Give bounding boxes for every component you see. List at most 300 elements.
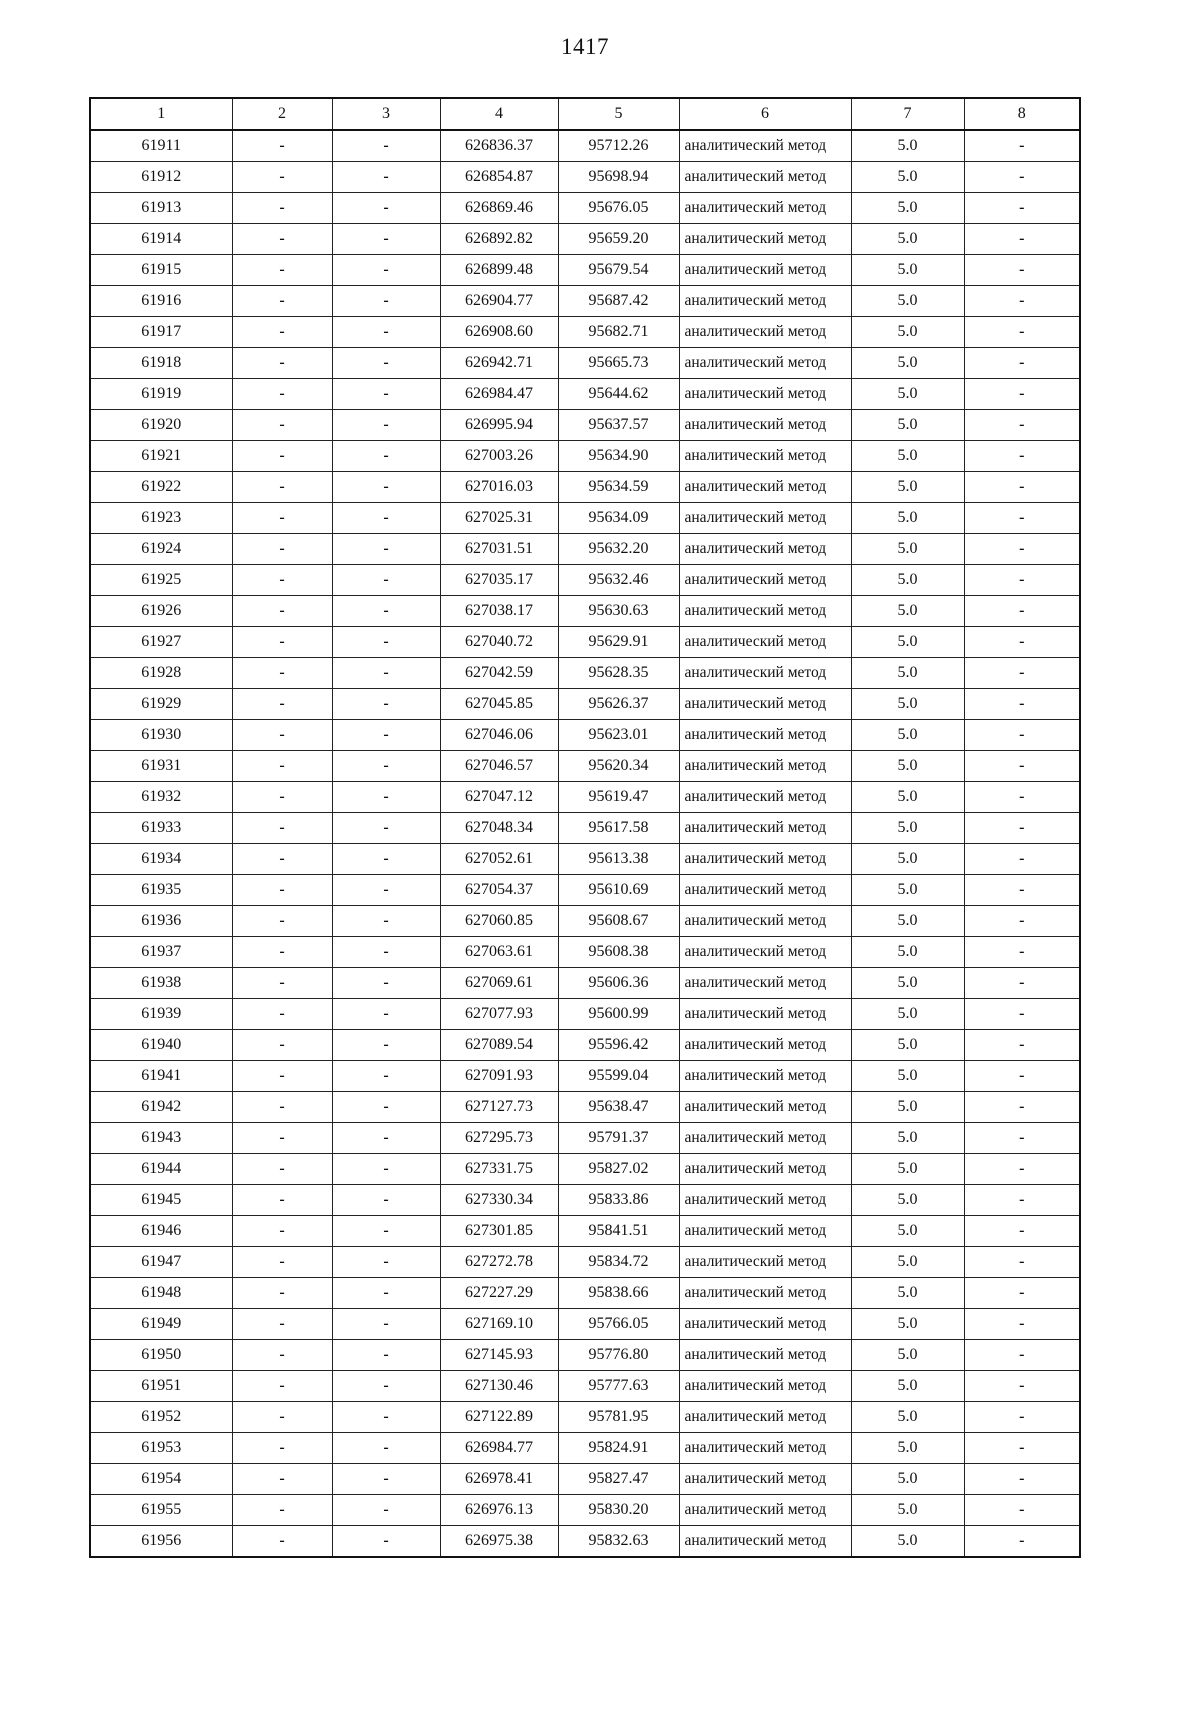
table-cell-col-3: - — [332, 627, 440, 658]
table-cell-col-method: аналитический метод — [679, 1278, 851, 1309]
table-cell-col-accuracy: 5.0 — [851, 472, 964, 503]
table-row — [90, 503, 1080, 534]
table-row — [90, 286, 1080, 317]
table-cell-col-x: 626899.48 — [440, 255, 558, 286]
table-cell-col-x: 627145.93 — [440, 1340, 558, 1371]
table-cell-col-y: 95617.58 — [558, 813, 679, 844]
table-cell-col-number: 61912 — [90, 162, 232, 193]
table-row — [90, 162, 1080, 193]
table-cell-col-2: - — [232, 534, 332, 565]
table-cell-col-3: - — [332, 255, 440, 286]
table-cell-col-number: 61934 — [90, 844, 232, 875]
table-cell-col-3: - — [332, 1340, 440, 1371]
table-cell-col-3: - — [332, 1216, 440, 1247]
table-row — [90, 1061, 1080, 1092]
table-cell-col-8: - — [964, 162, 1080, 193]
table-cell-col-8: - — [964, 813, 1080, 844]
table-cell-col-number: 61928 — [90, 658, 232, 689]
table-cell-col-accuracy: 5.0 — [851, 1092, 964, 1123]
column-header-2: 2 — [232, 98, 332, 130]
table-cell-col-8: - — [964, 1154, 1080, 1185]
table-cell-col-accuracy: 5.0 — [851, 1247, 964, 1278]
table-header — [90, 98, 1080, 130]
table-cell-col-x: 627047.12 — [440, 782, 558, 813]
table-cell-col-8: - — [964, 503, 1080, 534]
table-cell-col-y: 95659.20 — [558, 224, 679, 255]
table-row — [90, 658, 1080, 689]
table-row — [90, 1185, 1080, 1216]
table-cell-col-2: - — [232, 286, 332, 317]
table-cell-col-3: - — [332, 1154, 440, 1185]
column-header-1: 1 — [90, 98, 232, 130]
table-cell-col-3: - — [332, 534, 440, 565]
table-cell-col-method: аналитический метод — [679, 503, 851, 534]
table-cell-col-y: 95606.36 — [558, 968, 679, 999]
table-cell-col-y: 95824.91 — [558, 1433, 679, 1464]
table-cell-col-accuracy: 5.0 — [851, 906, 964, 937]
table-cell-col-number: 61931 — [90, 751, 232, 782]
table-cell-col-number: 61952 — [90, 1402, 232, 1433]
table-cell-col-number: 61951 — [90, 1371, 232, 1402]
table-row — [90, 1216, 1080, 1247]
table-cell-col-3: - — [332, 1123, 440, 1154]
table-cell-col-8: - — [964, 1402, 1080, 1433]
table-cell-col-number: 61929 — [90, 689, 232, 720]
table-cell-col-method: аналитический метод — [679, 348, 851, 379]
table-cell-col-x: 627330.34 — [440, 1185, 558, 1216]
table-cell-col-8: - — [964, 565, 1080, 596]
table-cell-col-3: - — [332, 224, 440, 255]
table-cell-col-2: - — [232, 410, 332, 441]
table-cell-col-x: 627272.78 — [440, 1247, 558, 1278]
table-cell-col-2: - — [232, 1402, 332, 1433]
table-cell-col-8: - — [964, 1030, 1080, 1061]
table-cell-col-number: 61956 — [90, 1526, 232, 1558]
column-header-7: 7 — [851, 98, 964, 130]
table-cell-col-x: 627054.37 — [440, 875, 558, 906]
table-cell-col-2: - — [232, 441, 332, 472]
table-cell-col-8: - — [964, 255, 1080, 286]
table-cell-col-3: - — [332, 379, 440, 410]
table-cell-col-number: 61947 — [90, 1247, 232, 1278]
table-cell-col-3: - — [332, 1433, 440, 1464]
table-cell-col-method: аналитический метод — [679, 472, 851, 503]
table-cell-col-method: аналитический метод — [679, 1030, 851, 1061]
table-row — [90, 1278, 1080, 1309]
table-cell-col-method: аналитический метод — [679, 130, 851, 162]
table-cell-col-y: 95637.57 — [558, 410, 679, 441]
table-cell-col-8: - — [964, 317, 1080, 348]
table-cell-col-number: 61955 — [90, 1495, 232, 1526]
table-cell-col-8: - — [964, 968, 1080, 999]
column-header-5: 5 — [558, 98, 679, 130]
table-cell-col-accuracy: 5.0 — [851, 689, 964, 720]
table-cell-col-8: - — [964, 348, 1080, 379]
table-cell-col-method: аналитический метод — [679, 255, 851, 286]
table-cell-col-3: - — [332, 1371, 440, 1402]
table-cell-col-number: 61939 — [90, 999, 232, 1030]
table-cell-col-y: 95599.04 — [558, 1061, 679, 1092]
table-cell-col-x: 627003.26 — [440, 441, 558, 472]
table-cell-col-number: 61948 — [90, 1278, 232, 1309]
table-cell-col-number: 61915 — [90, 255, 232, 286]
table-cell-col-2: - — [232, 968, 332, 999]
table-cell-col-3: - — [332, 1495, 440, 1526]
table-cell-col-8: - — [964, 286, 1080, 317]
table-cell-col-2: - — [232, 1526, 332, 1558]
table-cell-col-number: 61911 — [90, 130, 232, 162]
table-cell-col-x: 627031.51 — [440, 534, 558, 565]
table-cell-col-y: 95712.26 — [558, 130, 679, 162]
table-cell-col-2: - — [232, 813, 332, 844]
table-cell-col-number: 61919 — [90, 379, 232, 410]
table-row — [90, 782, 1080, 813]
table-row — [90, 193, 1080, 224]
table-row — [90, 348, 1080, 379]
table-cell-col-8: - — [964, 1526, 1080, 1558]
table-cell-col-method: аналитический метод — [679, 534, 851, 565]
table-row — [90, 999, 1080, 1030]
table-row — [90, 1247, 1080, 1278]
table-cell-col-8: - — [964, 596, 1080, 627]
table-cell-col-accuracy: 5.0 — [851, 410, 964, 441]
table-cell-col-x: 627169.10 — [440, 1309, 558, 1340]
table-cell-col-x: 627130.46 — [440, 1371, 558, 1402]
table-cell-col-x: 627040.72 — [440, 627, 558, 658]
table-cell-col-8: - — [964, 1061, 1080, 1092]
table-cell-col-x: 627038.17 — [440, 596, 558, 627]
table-cell-col-8: - — [964, 844, 1080, 875]
table-cell-col-3: - — [332, 472, 440, 503]
table-cell-col-y: 95841.51 — [558, 1216, 679, 1247]
table-cell-col-number: 61936 — [90, 906, 232, 937]
table-cell-col-8: - — [964, 1309, 1080, 1340]
table-cell-col-x: 627025.31 — [440, 503, 558, 534]
table-cell-col-3: - — [332, 596, 440, 627]
table-cell-col-method: аналитический метод — [679, 999, 851, 1030]
coordinates-table — [89, 97, 1081, 1558]
table-cell-col-x: 627042.59 — [440, 658, 558, 689]
table-row — [90, 906, 1080, 937]
table-cell-col-y: 95679.54 — [558, 255, 679, 286]
table-cell-col-y: 95644.62 — [558, 379, 679, 410]
table-cell-col-method: аналитический метод — [679, 162, 851, 193]
table-cell-col-3: - — [332, 1464, 440, 1495]
column-header-6: 6 — [679, 98, 851, 130]
table-cell-col-x: 627063.61 — [440, 937, 558, 968]
table-cell-col-number: 61938 — [90, 968, 232, 999]
table-cell-col-3: - — [332, 937, 440, 968]
table-cell-col-8: - — [964, 1340, 1080, 1371]
table-cell-col-method: аналитический метод — [679, 1185, 851, 1216]
table-cell-col-x: 627046.06 — [440, 720, 558, 751]
table-cell-col-y: 95630.63 — [558, 596, 679, 627]
table-cell-col-3: - — [332, 441, 440, 472]
table-cell-col-y: 95827.02 — [558, 1154, 679, 1185]
table-cell-col-accuracy: 5.0 — [851, 1123, 964, 1154]
table-cell-col-8: - — [964, 1185, 1080, 1216]
table-cell-col-method: аналитический метод — [679, 1402, 851, 1433]
table-cell-col-2: - — [232, 1030, 332, 1061]
table-cell-col-3: - — [332, 1247, 440, 1278]
table-cell-col-8: - — [964, 906, 1080, 937]
table-cell-col-x: 627035.17 — [440, 565, 558, 596]
table-cell-col-2: - — [232, 1371, 332, 1402]
table-cell-col-method: аналитический метод — [679, 379, 851, 410]
table-cell-col-8: - — [964, 1216, 1080, 1247]
table-cell-col-2: - — [232, 1092, 332, 1123]
table-cell-col-8: - — [964, 658, 1080, 689]
table-cell-col-y: 95830.20 — [558, 1495, 679, 1526]
table-cell-col-y: 95676.05 — [558, 193, 679, 224]
table-row — [90, 410, 1080, 441]
table-cell-col-x: 626984.47 — [440, 379, 558, 410]
table-row — [90, 875, 1080, 906]
table-cell-col-accuracy: 5.0 — [851, 1464, 964, 1495]
table-cell-col-number: 61926 — [90, 596, 232, 627]
table-cell-col-y: 95833.86 — [558, 1185, 679, 1216]
page-number: 1417 — [561, 34, 609, 59]
table-cell-col-2: - — [232, 844, 332, 875]
table-cell-col-x: 627127.73 — [440, 1092, 558, 1123]
table-cell-col-2: - — [232, 162, 332, 193]
table-row — [90, 596, 1080, 627]
table-cell-col-method: аналитический метод — [679, 1495, 851, 1526]
table-cell-col-number: 61927 — [90, 627, 232, 658]
table-row — [90, 1433, 1080, 1464]
table-cell-col-2: - — [232, 1340, 332, 1371]
table-cell-col-method: аналитический метод — [679, 782, 851, 813]
table-row — [90, 534, 1080, 565]
table-cell-col-y: 95687.42 — [558, 286, 679, 317]
table-cell-col-accuracy: 5.0 — [851, 813, 964, 844]
table-cell-col-accuracy: 5.0 — [851, 751, 964, 782]
table-cell-col-3: - — [332, 286, 440, 317]
table-cell-col-3: - — [332, 1092, 440, 1123]
table-cell-col-method: аналитический метод — [679, 906, 851, 937]
table-cell-col-x: 626978.41 — [440, 1464, 558, 1495]
table-cell-col-8: - — [964, 1123, 1080, 1154]
table-cell-col-number: 61925 — [90, 565, 232, 596]
table-cell-col-y: 95791.37 — [558, 1123, 679, 1154]
table-body — [90, 130, 1080, 1557]
table-cell-col-y: 95619.47 — [558, 782, 679, 813]
table-cell-col-3: - — [332, 1278, 440, 1309]
table-row — [90, 1526, 1080, 1558]
table-cell-col-accuracy: 5.0 — [851, 1433, 964, 1464]
table-cell-col-x: 626892.82 — [440, 224, 558, 255]
table-cell-col-3: - — [332, 162, 440, 193]
column-header-8: 8 — [964, 98, 1080, 130]
table-cell-col-y: 95665.73 — [558, 348, 679, 379]
table-cell-col-accuracy: 5.0 — [851, 441, 964, 472]
table-cell-col-y: 95834.72 — [558, 1247, 679, 1278]
table-cell-col-3: - — [332, 782, 440, 813]
table-cell-col-accuracy: 5.0 — [851, 999, 964, 1030]
table-cell-col-2: - — [232, 875, 332, 906]
table-cell-col-x: 626904.77 — [440, 286, 558, 317]
table-cell-col-y: 95596.42 — [558, 1030, 679, 1061]
table-cell-col-method: аналитический метод — [679, 441, 851, 472]
table-cell-col-accuracy: 5.0 — [851, 596, 964, 627]
table-cell-col-method: аналитический метод — [679, 844, 851, 875]
table-cell-col-x: 627301.85 — [440, 1216, 558, 1247]
table-cell-col-number: 61940 — [90, 1030, 232, 1061]
table-cell-col-number: 61914 — [90, 224, 232, 255]
table-cell-col-3: - — [332, 813, 440, 844]
table-cell-col-accuracy: 5.0 — [851, 1526, 964, 1558]
table-row — [90, 1340, 1080, 1371]
table-cell-col-3: - — [332, 565, 440, 596]
table-cell-col-2: - — [232, 130, 332, 162]
table-row — [90, 937, 1080, 968]
table-cell-col-method: аналитический метод — [679, 1092, 851, 1123]
table-cell-col-number: 61921 — [90, 441, 232, 472]
table-cell-col-8: - — [964, 193, 1080, 224]
table-cell-col-2: - — [232, 627, 332, 658]
table-cell-col-accuracy: 5.0 — [851, 1030, 964, 1061]
table-cell-col-method: аналитический метод — [679, 813, 851, 844]
table-cell-col-method: аналитический метод — [679, 224, 851, 255]
table-cell-col-8: - — [964, 720, 1080, 751]
table-cell-col-x: 627295.73 — [440, 1123, 558, 1154]
table-cell-col-number: 61920 — [90, 410, 232, 441]
table-cell-col-3: - — [332, 1309, 440, 1340]
table-row — [90, 751, 1080, 782]
table-cell-col-y: 95613.38 — [558, 844, 679, 875]
table-cell-col-number: 61913 — [90, 193, 232, 224]
table-cell-col-8: - — [964, 379, 1080, 410]
table-cell-col-method: аналитический метод — [679, 1061, 851, 1092]
table-row — [90, 1030, 1080, 1061]
table-cell-col-8: - — [964, 1371, 1080, 1402]
table-cell-col-2: - — [232, 596, 332, 627]
table-cell-col-2: - — [232, 1495, 332, 1526]
table-row — [90, 627, 1080, 658]
table-cell-col-x: 627052.61 — [440, 844, 558, 875]
table-cell-col-x: 626836.37 — [440, 130, 558, 162]
table-cell-col-8: - — [964, 1433, 1080, 1464]
table-cell-col-x: 626976.13 — [440, 1495, 558, 1526]
table-cell-col-x: 627227.29 — [440, 1278, 558, 1309]
table-cell-col-method: аналитический метод — [679, 596, 851, 627]
table-row — [90, 565, 1080, 596]
table-cell-col-8: - — [964, 224, 1080, 255]
table-cell-col-accuracy: 5.0 — [851, 627, 964, 658]
table-cell-col-accuracy: 5.0 — [851, 658, 964, 689]
table-cell-col-3: - — [332, 130, 440, 162]
table-cell-col-number: 61943 — [90, 1123, 232, 1154]
table-cell-col-y: 95634.09 — [558, 503, 679, 534]
table-cell-col-method: аналитический метод — [679, 658, 851, 689]
table-cell-col-number: 61944 — [90, 1154, 232, 1185]
table-cell-col-accuracy: 5.0 — [851, 1340, 964, 1371]
table-cell-col-accuracy: 5.0 — [851, 1371, 964, 1402]
table-cell-col-3: - — [332, 751, 440, 782]
table-cell-col-y: 95832.63 — [558, 1526, 679, 1558]
table-cell-col-method: аналитический метод — [679, 627, 851, 658]
table-cell-col-accuracy: 5.0 — [851, 130, 964, 162]
table-cell-col-accuracy: 5.0 — [851, 348, 964, 379]
table-cell-col-method: аналитический метод — [679, 751, 851, 782]
table-cell-col-x: 627069.61 — [440, 968, 558, 999]
table-cell-col-method: аналитический метод — [679, 689, 851, 720]
table-cell-col-8: - — [964, 751, 1080, 782]
table-cell-col-2: - — [232, 751, 332, 782]
table-cell-col-accuracy: 5.0 — [851, 503, 964, 534]
table-row — [90, 1154, 1080, 1185]
table-cell-col-accuracy: 5.0 — [851, 1154, 964, 1185]
table-cell-col-accuracy: 5.0 — [851, 534, 964, 565]
table-cell-col-y: 95777.63 — [558, 1371, 679, 1402]
table-cell-col-y: 95608.67 — [558, 906, 679, 937]
table-cell-col-x: 626984.77 — [440, 1433, 558, 1464]
table-cell-col-2: - — [232, 379, 332, 410]
table-cell-col-method: аналитический метод — [679, 1154, 851, 1185]
table-cell-col-accuracy: 5.0 — [851, 565, 964, 596]
table-cell-col-8: - — [964, 472, 1080, 503]
table-cell-col-2: - — [232, 1464, 332, 1495]
table-cell-col-y: 95629.91 — [558, 627, 679, 658]
table-row — [90, 130, 1080, 162]
table-cell-col-y: 95638.47 — [558, 1092, 679, 1123]
table-row — [90, 1371, 1080, 1402]
table-cell-col-3: - — [332, 1061, 440, 1092]
table-cell-col-y: 95682.71 — [558, 317, 679, 348]
table-cell-col-x: 627331.75 — [440, 1154, 558, 1185]
table-cell-col-2: - — [232, 1247, 332, 1278]
table-cell-col-number: 61954 — [90, 1464, 232, 1495]
table-row — [90, 255, 1080, 286]
table-cell-col-number: 61916 — [90, 286, 232, 317]
table-cell-col-accuracy: 5.0 — [851, 224, 964, 255]
table-cell-col-accuracy: 5.0 — [851, 1495, 964, 1526]
table-cell-col-method: аналитический метод — [679, 1371, 851, 1402]
table-cell-col-2: - — [232, 317, 332, 348]
table-cell-col-8: - — [964, 441, 1080, 472]
table-cell-col-number: 61945 — [90, 1185, 232, 1216]
table-row — [90, 1464, 1080, 1495]
table-row — [90, 1092, 1080, 1123]
table-cell-col-y: 95632.20 — [558, 534, 679, 565]
table-cell-col-y: 95634.90 — [558, 441, 679, 472]
table-cell-col-8: - — [964, 1495, 1080, 1526]
table-cell-col-y: 95600.99 — [558, 999, 679, 1030]
table-cell-col-8: - — [964, 1278, 1080, 1309]
table-cell-col-2: - — [232, 658, 332, 689]
table-cell-col-y: 95620.34 — [558, 751, 679, 782]
column-header-4: 4 — [440, 98, 558, 130]
table-cell-col-8: - — [964, 999, 1080, 1030]
table-cell-col-2: - — [232, 1123, 332, 1154]
table-cell-col-method: аналитический метод — [679, 1340, 851, 1371]
table-cell-col-x: 627046.57 — [440, 751, 558, 782]
table-cell-col-number: 61935 — [90, 875, 232, 906]
table-cell-col-3: - — [332, 193, 440, 224]
table-cell-col-8: - — [964, 1092, 1080, 1123]
table-cell-col-accuracy: 5.0 — [851, 1216, 964, 1247]
table-cell-col-x: 627016.03 — [440, 472, 558, 503]
table-cell-col-2: - — [232, 1278, 332, 1309]
table-cell-col-y: 95628.35 — [558, 658, 679, 689]
column-header-3: 3 — [332, 98, 440, 130]
table-cell-col-x: 626995.94 — [440, 410, 558, 441]
table-cell-col-3: - — [332, 1185, 440, 1216]
table-cell-col-x: 627048.34 — [440, 813, 558, 844]
table-cell-col-y: 95838.66 — [558, 1278, 679, 1309]
table-cell-col-3: - — [332, 1526, 440, 1558]
table-cell-col-3: - — [332, 348, 440, 379]
